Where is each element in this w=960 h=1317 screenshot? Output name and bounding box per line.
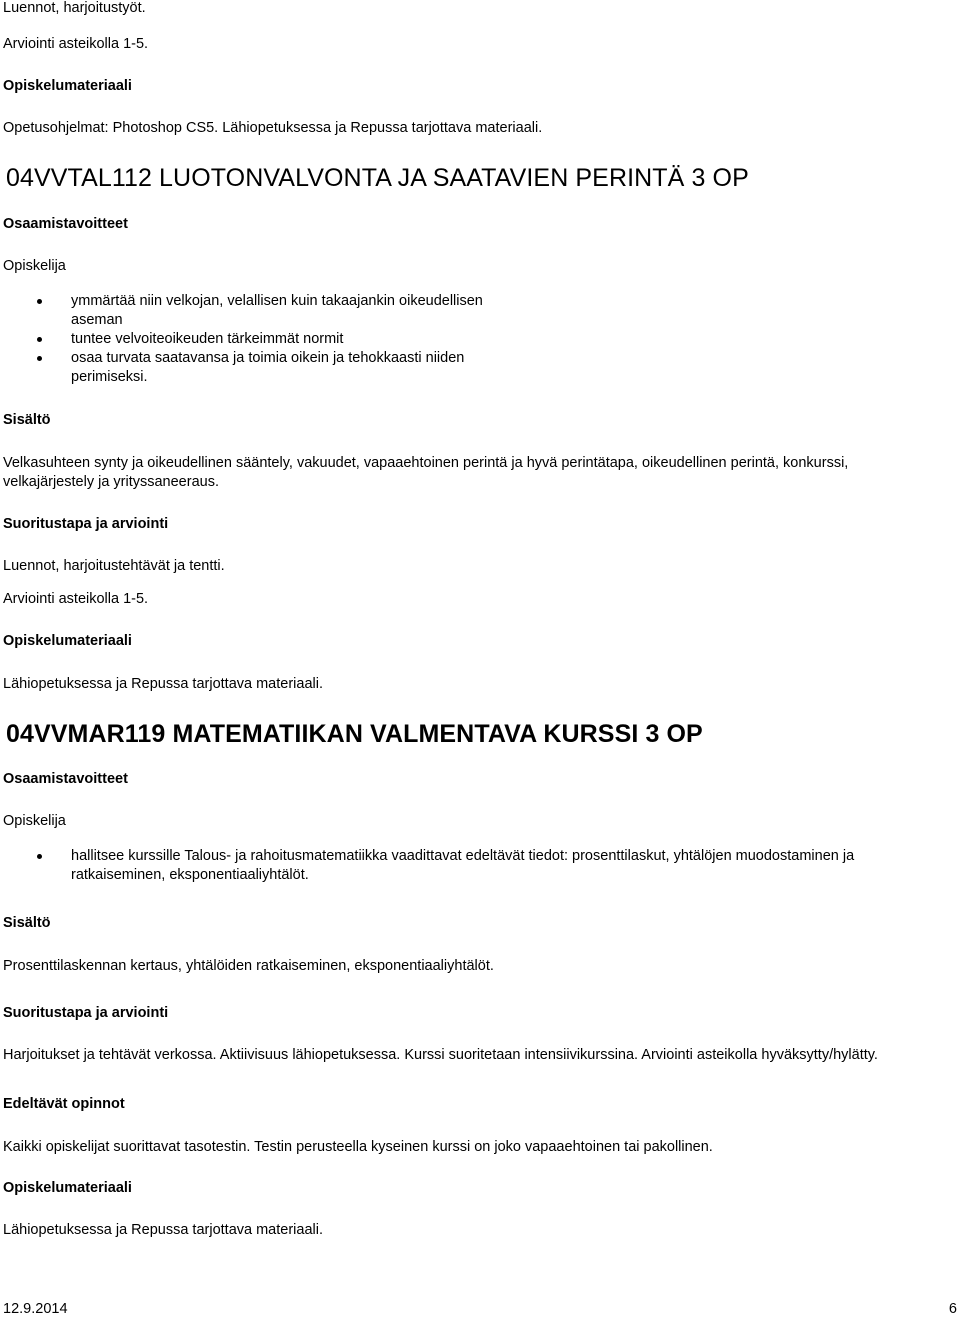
course2-materials-heading: Opiskelumateriaali (3, 1180, 132, 1196)
course2-assessment-text: Harjoitukset ja tehtävät verkossa. Aktiivisuus lähiopetuksessa. Kurssi suoritetaan intensiivikurssina. Arviointi asteikolla hyväksytty/hylätty. (3, 1047, 878, 1063)
course1-content-text: Velkasuhteen synty ja oikeudellinen sääntely, vakuudet, vapaaehtoinen perintä ja hyvä perintätapa, oikeudellinen perintä, konkurssi, velkajärjestely ja yrityssaneeraus. (3, 455, 849, 490)
course1-materials-text: Lähiopetuksessa ja Repussa tarjottava materiaali. (3, 676, 323, 692)
course1-materials-heading: Opiskelumateriaali (3, 633, 132, 649)
course2-title: 04VVMAR119 MATEMATIIKAN VALMENTAVA KURSSI 3 OP (6, 720, 703, 748)
course1-objectives-heading: Osaamistavoitteet (3, 216, 128, 232)
top-line-1: Luennot, harjoitustyöt. (3, 0, 146, 16)
course1-assessment-heading: Suoritustapa ja arviointi (3, 516, 169, 532)
footer-page-number: 6 (948, 1301, 957, 1317)
course1-student-label: Opiskelija (3, 258, 66, 274)
footer-date: 12.9.2014 (3, 1301, 68, 1317)
course2-student-label: Opiskelija (3, 813, 66, 829)
top-materials-heading: Opiskelumateriaali (3, 78, 132, 94)
top-line-2: Arviointi asteikolla 1-5. (3, 36, 149, 52)
course2-assessment-heading: Suoritustapa ja arviointi (3, 1005, 169, 1021)
course2-content-text: Prosenttilaskennan kertaus, yhtälöiden ratkaiseminen, eksponentiaaliyhtälöt. (3, 958, 494, 974)
course1-assessment-line-2: Arviointi asteikolla 1-5. (3, 591, 149, 607)
course1-assessment-line-1: Luennot, harjoitustehtävät ja tentti. (3, 558, 225, 574)
course1-content-heading: Sisältö (3, 412, 51, 428)
course1-objectives-list (0, 292, 501, 387)
course2-objectives-heading: Osaamistavoitteet (3, 771, 128, 787)
course1-title: 04VVTAL112 LUOTONVALVONTA JA SAATAVIEN PERINTÄ 3 OP (6, 164, 749, 192)
course1-objective-text: tuntee velvoiteoikeuden tärkeimmät normit (71, 331, 344, 347)
course2-prereq-heading: Edeltävät opinnot (3, 1096, 125, 1112)
course1-objective-item (0, 330, 501, 349)
course1-objective-item (0, 349, 491, 387)
course2-content-heading: Sisältö (3, 915, 51, 931)
course2-materials-text: Lähiopetuksessa ja Repussa tarjottava materiaali. (3, 1222, 323, 1238)
course1-objective-item (0, 292, 501, 330)
course2-objective-text: hallitsee kurssille Talous- ja rahoitusmatematiikka vaadittavat edeltävät tiedot: prosenttilaskut, yhtälöjen muodostaminen ja ratkaiseminen, eksponentiaaliyhtälöt. (71, 848, 855, 883)
course2-objectives-list (0, 847, 891, 885)
top-materials-text: Opetusohjelmat: Photoshop CS5. Lähiopetuksessa ja Repussa tarjottava materiaali. (3, 120, 543, 136)
course2-prereq-text: Kaikki opiskelijat suorittavat tasotestin. Testin perusteella kyseinen kurssi on joko vapaaehtoinen tai pakollinen. (3, 1139, 713, 1155)
course2-objective-item (0, 847, 891, 885)
course1-objective-text: ymmärtää niin velkojan, velallisen kuin takaajankin oikeudellisen aseman (71, 293, 483, 328)
course1-objective-text: osaa turvata saatavansa ja toimia oikein ja tehokkaasti niiden perimiseksi. (71, 350, 465, 385)
